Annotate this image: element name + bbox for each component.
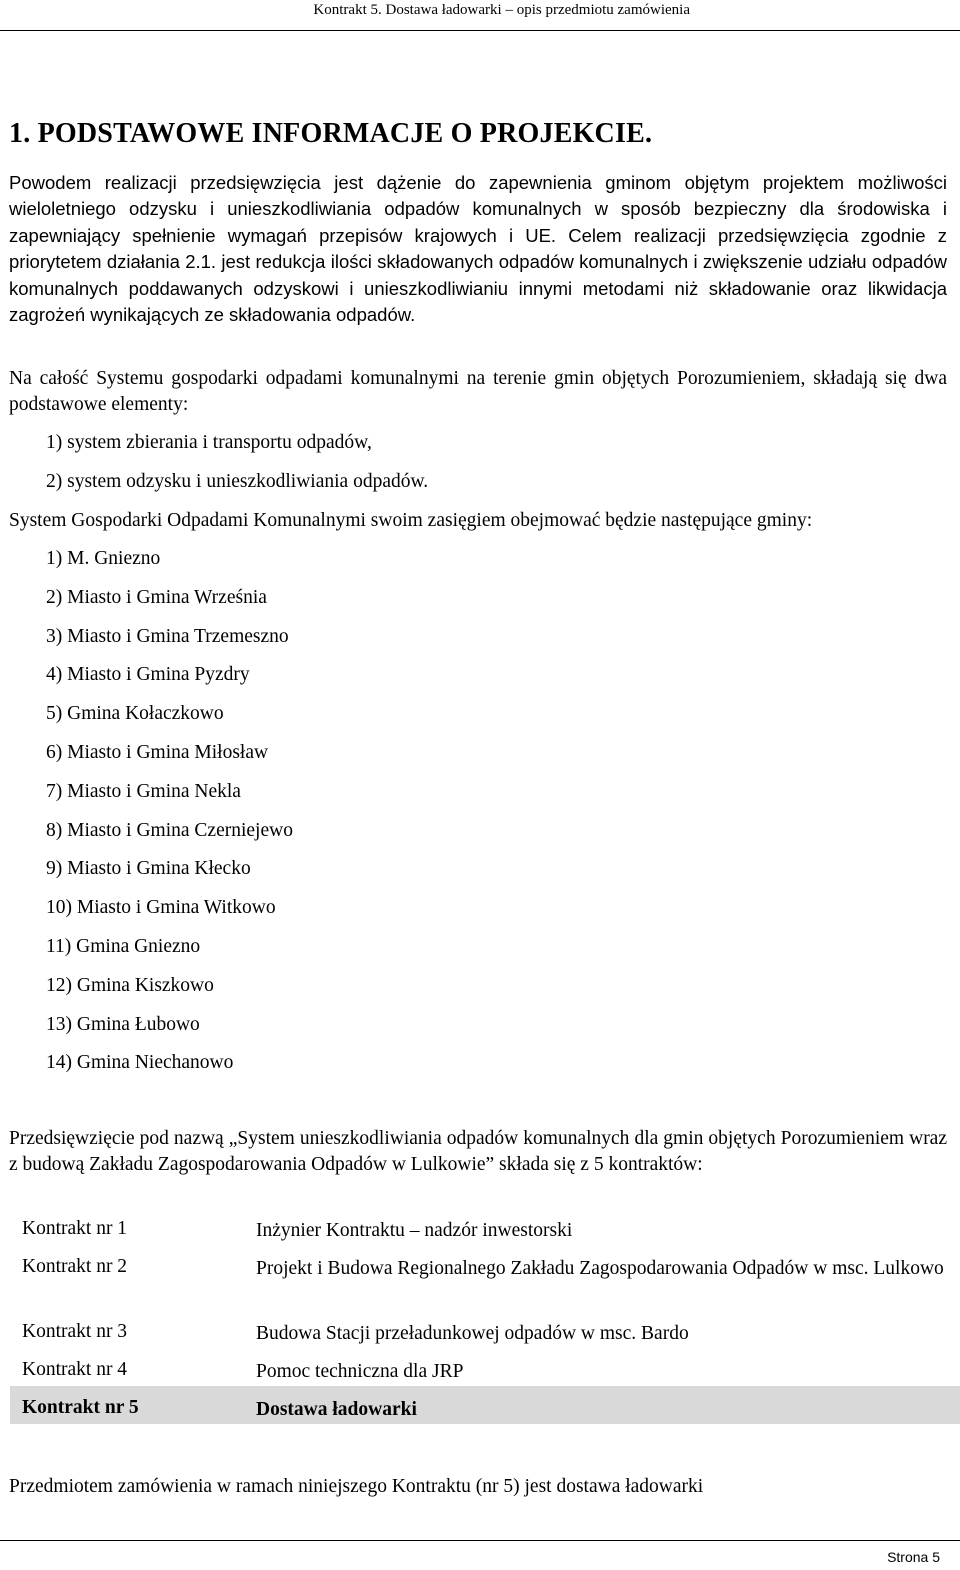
kontrakt-desc: Dostawa ładowarki — [256, 1399, 417, 1420]
list-item: 14) Gmina Niechanowo — [46, 1052, 234, 1074]
header-text: Kontrakt 5. Dostawa ładowarki – opis przedmiotu zamówienia — [313, 2, 690, 18]
list-item: 8) Miasto i Gmina Czerniejewo — [46, 819, 293, 841]
list-item: 2) system odzysku i unieszkodliwiania odpadów. — [46, 470, 429, 492]
list-item: 1) system zbierania i transportu odpadów, — [46, 432, 372, 453]
page-number: Strona 5 — [887, 1549, 940, 1565]
system-elements-paragraph: Na całość Systemu gospodarki odpadami komunalnymi na terenie gmin objętych Porozumieniem, składają się dwa podstawowe elementy: — [9, 368, 947, 416]
kontrakt-name: Kontrakt nr 1 — [22, 1218, 128, 1239]
kontrakt-name: Kontrakt nr 4 — [22, 1359, 128, 1380]
summary-paragraph: Przedmiotem zamówienia w ramach niniejszego Kontraktu (nr 5) jest dostawa ładowarki — [9, 1476, 704, 1497]
table-row — [10, 1206, 960, 1245]
list-item: 6) Miasto i Gmina Miłosław — [46, 741, 269, 763]
list-item: 2) Miasto i Gmina Września — [46, 586, 267, 608]
list-item: 1) M. Gniezno — [46, 548, 161, 569]
kontrakty-paragraph: Przedsięwzięcie pod nazwą „System unieszkodliwiania odpadów komunalnych dla gmin objętych Porozumieniem wraz z budową Zakładu Zagospodarowania Odpadów w Lulkowie” składa się z 5 kontraktów: — [9, 1128, 947, 1176]
table-row — [10, 1348, 960, 1386]
kontrakt-name: Kontrakt nr 2 — [22, 1256, 128, 1277]
kontrakty-table — [10, 1206, 960, 1424]
list-item: 10) Miasto i Gmina Witkowo — [46, 897, 276, 919]
page-header — [0, 0, 960, 31]
list-item: 9) Miasto i Gmina Kłecko — [46, 858, 251, 880]
list-item: 5) Gmina Kołaczkowo — [46, 703, 224, 725]
list-item: 7) Miasto i Gmina Nekla — [46, 780, 241, 802]
list-item: 12) Gmina Kiszkowo — [46, 974, 214, 996]
gminy-list — [46, 546, 293, 1089]
kontrakt-desc: Budowa Stacji przeładunkowej odpadów w msc. Bardo — [256, 1323, 689, 1344]
table-row — [10, 1309, 960, 1348]
intro-paragraph: Powodem realizacji przedsięwzięcia jest dążenie do zapewnienia gminom objętym projektem możliwości wieloletniego odzysku i unieszkodliwiania odpadów komunalnych w sposób bezpieczny dla środowiska i zapewniający spełnienie wymagań przepisów krajowych i UE. Celem realizacji przedsięwzięcia zgodnie z priorytetem działania 2.1. jest redukcja ilości składowanych odpadów komunalnych i zwiększenie udziału odpadów komunalnych poddawanych odzyskowi i unieszkodliwianiu innymi metodami niż składowanie oraz likwidacja zagrożeń wynikających ze składowania odpadów. — [9, 172, 947, 326]
kontrakt-name: Kontrakt nr 5 — [22, 1397, 139, 1418]
kontrakt-desc: Pomoc techniczna dla JRP — [256, 1361, 464, 1382]
list-item: 4) Miasto i Gmina Pyzdry — [46, 664, 250, 686]
list-item: 13) Gmina Łubowo — [46, 1013, 200, 1035]
page-footer — [0, 1540, 960, 1570]
kontrakt-desc: Inżynier Kontraktu – nadzór inwestorski — [256, 1220, 573, 1241]
section-heading: 1. PODSTAWOWE INFORMACJE O PROJEKCIE. — [9, 118, 653, 149]
list-item: 3) Miasto i Gmina Trzemeszno — [46, 625, 289, 647]
list-item: 11) Gmina Gniezno — [46, 935, 201, 957]
table-row-highlighted — [10, 1386, 960, 1424]
gminy-paragraph: System Gospodarki Odpadami Komunalnymi swoim zasięgiem obejmować będzie następujące gminy: — [9, 510, 813, 531]
table-row — [10, 1245, 960, 1309]
kontrakt-name: Kontrakt nr 3 — [22, 1321, 128, 1342]
system-elements-list — [46, 430, 428, 508]
kontrakt-desc: Projekt i Budowa Regionalnego Zakładu Zagospodarowania Odpadów w msc. Lulkowo — [256, 1258, 944, 1279]
